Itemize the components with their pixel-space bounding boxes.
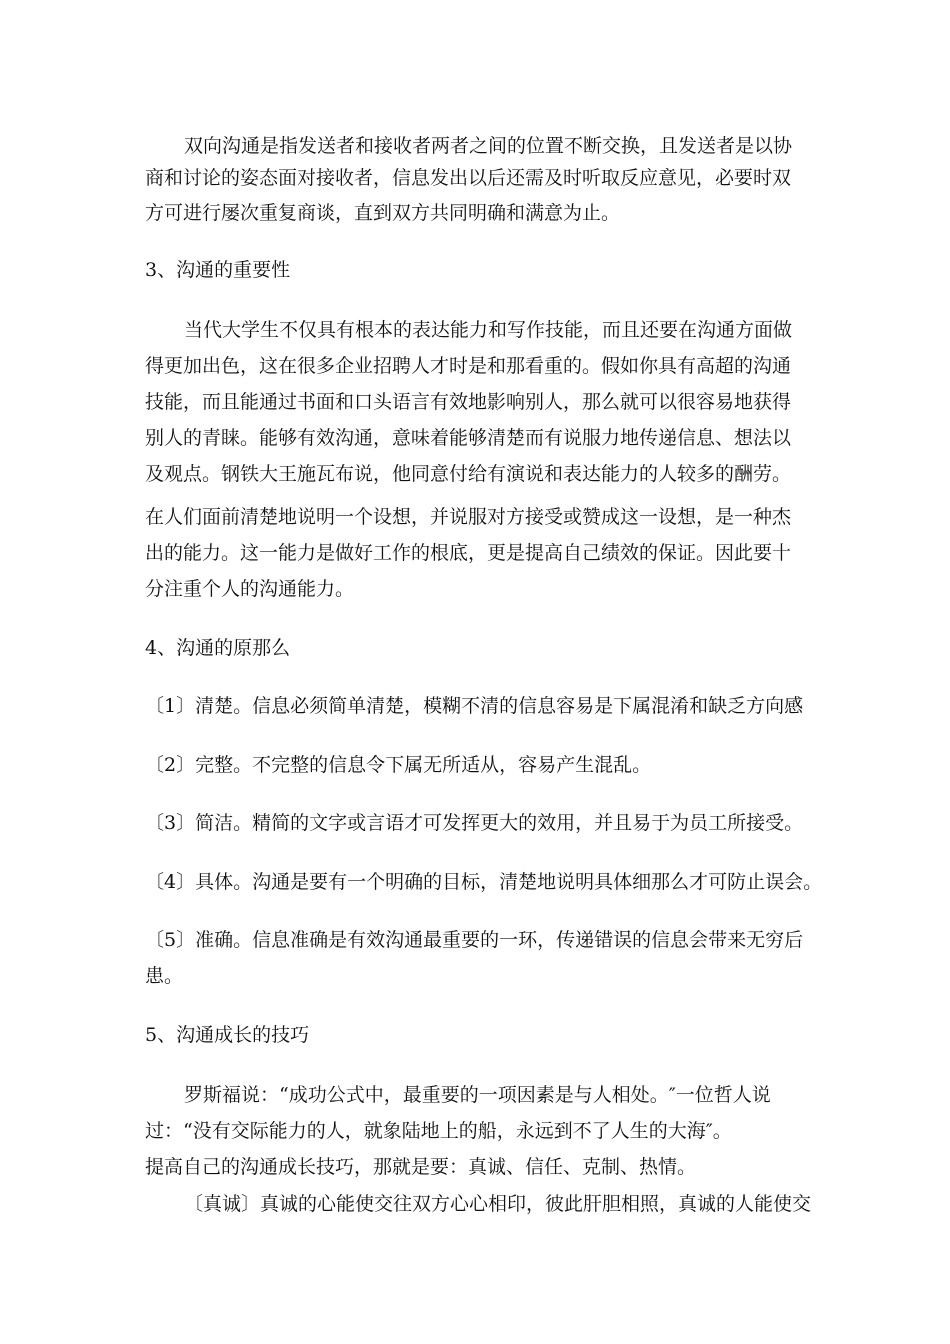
list-item: 〔3〕简洁。精简的文字或言语才可发挥更大的效用，并且易于为员工所接受。 <box>145 812 804 834</box>
paragraph-line: 别人的青睐。能够有效沟通，意味着能够清楚而有说服力地传递信息、想法以 <box>145 427 792 449</box>
list-item-continuation: 患。 <box>145 965 184 987</box>
paragraph-line: 过：“没有交际能力的人，就象陆地上的船，永远到不了人生的大海″。 <box>145 1120 732 1142</box>
paragraph-line: 提高自己的沟通成长技巧，那就是要：真诚、信任、克制、热情。 <box>145 1156 697 1178</box>
list-item: 〔2〕完整。不完整的信息令下属无所适从，容易产生混乱。 <box>145 754 652 776</box>
list-item: 〔5〕准确。信息准确是有效沟通最重要的一环，传递错误的信息会带来无穷后 <box>145 929 804 951</box>
list-item: 〔4〕具体。沟通是要有一个明确的目标，清楚地说明具体细那么才可防止误会。 <box>145 871 823 893</box>
paragraph-line: 在人们面前清楚地说明一个设想，并说服对方接受或赞成这一设想，是一种杰 <box>145 506 792 528</box>
paragraph-line: 商和讨论的姿态面对接收者，信息发出以后还需及时听取反应意见，必要时双 <box>145 167 792 189</box>
section-heading: 5、沟通成长的技巧 <box>145 1024 310 1046</box>
list-item: 〔1〕清楚。信息必须简单清楚，模糊不清的信息容易是下属混淆和缺乏方向感 <box>145 695 804 717</box>
paragraph-line: 得更加出色，这在很多企业招聘人才时是和那看重的。假如你具有高超的沟通 <box>145 355 792 377</box>
paragraph-line: 〔真诚〕真诚的心能使交往双方心心相印，彼此肝胆相照，真诚的人能使交 <box>184 1193 812 1215</box>
paragraph-line: 出的能力。这一能力是做好工作的根底，更是提高自己绩效的保证。因此要十 <box>145 542 792 564</box>
section-heading: 3、沟通的重要性 <box>145 259 291 281</box>
paragraph-line: 当代大学生不仅具有根本的表达能力和写作技能，而且还要在沟通方面做 <box>184 319 793 341</box>
paragraph-line: 双向沟通是指发送者和接收者两者之间的位置不断交换，且发送者是以协 <box>184 135 793 157</box>
paragraph-line: 及观点。钢铁大王施瓦布说，他同意付给有演说和表达能力的人较多的酬劳。 <box>145 463 792 485</box>
section-heading: 4、沟通的原那么 <box>145 637 291 659</box>
paragraph-line: 罗斯福说：“成功公式中，最重要的一项因素是与人相处。″一位哲人说 <box>184 1084 771 1106</box>
paragraph-line: 分注重个人的沟通能力。 <box>145 578 355 600</box>
paragraph-line: 方可进行屡次重复商谈，直到双方共同明确和满意为止。 <box>145 202 621 224</box>
paragraph-line: 技能，而且能通过书面和口头语言有效地影响别人，那么就可以很容易地获得 <box>145 391 792 413</box>
